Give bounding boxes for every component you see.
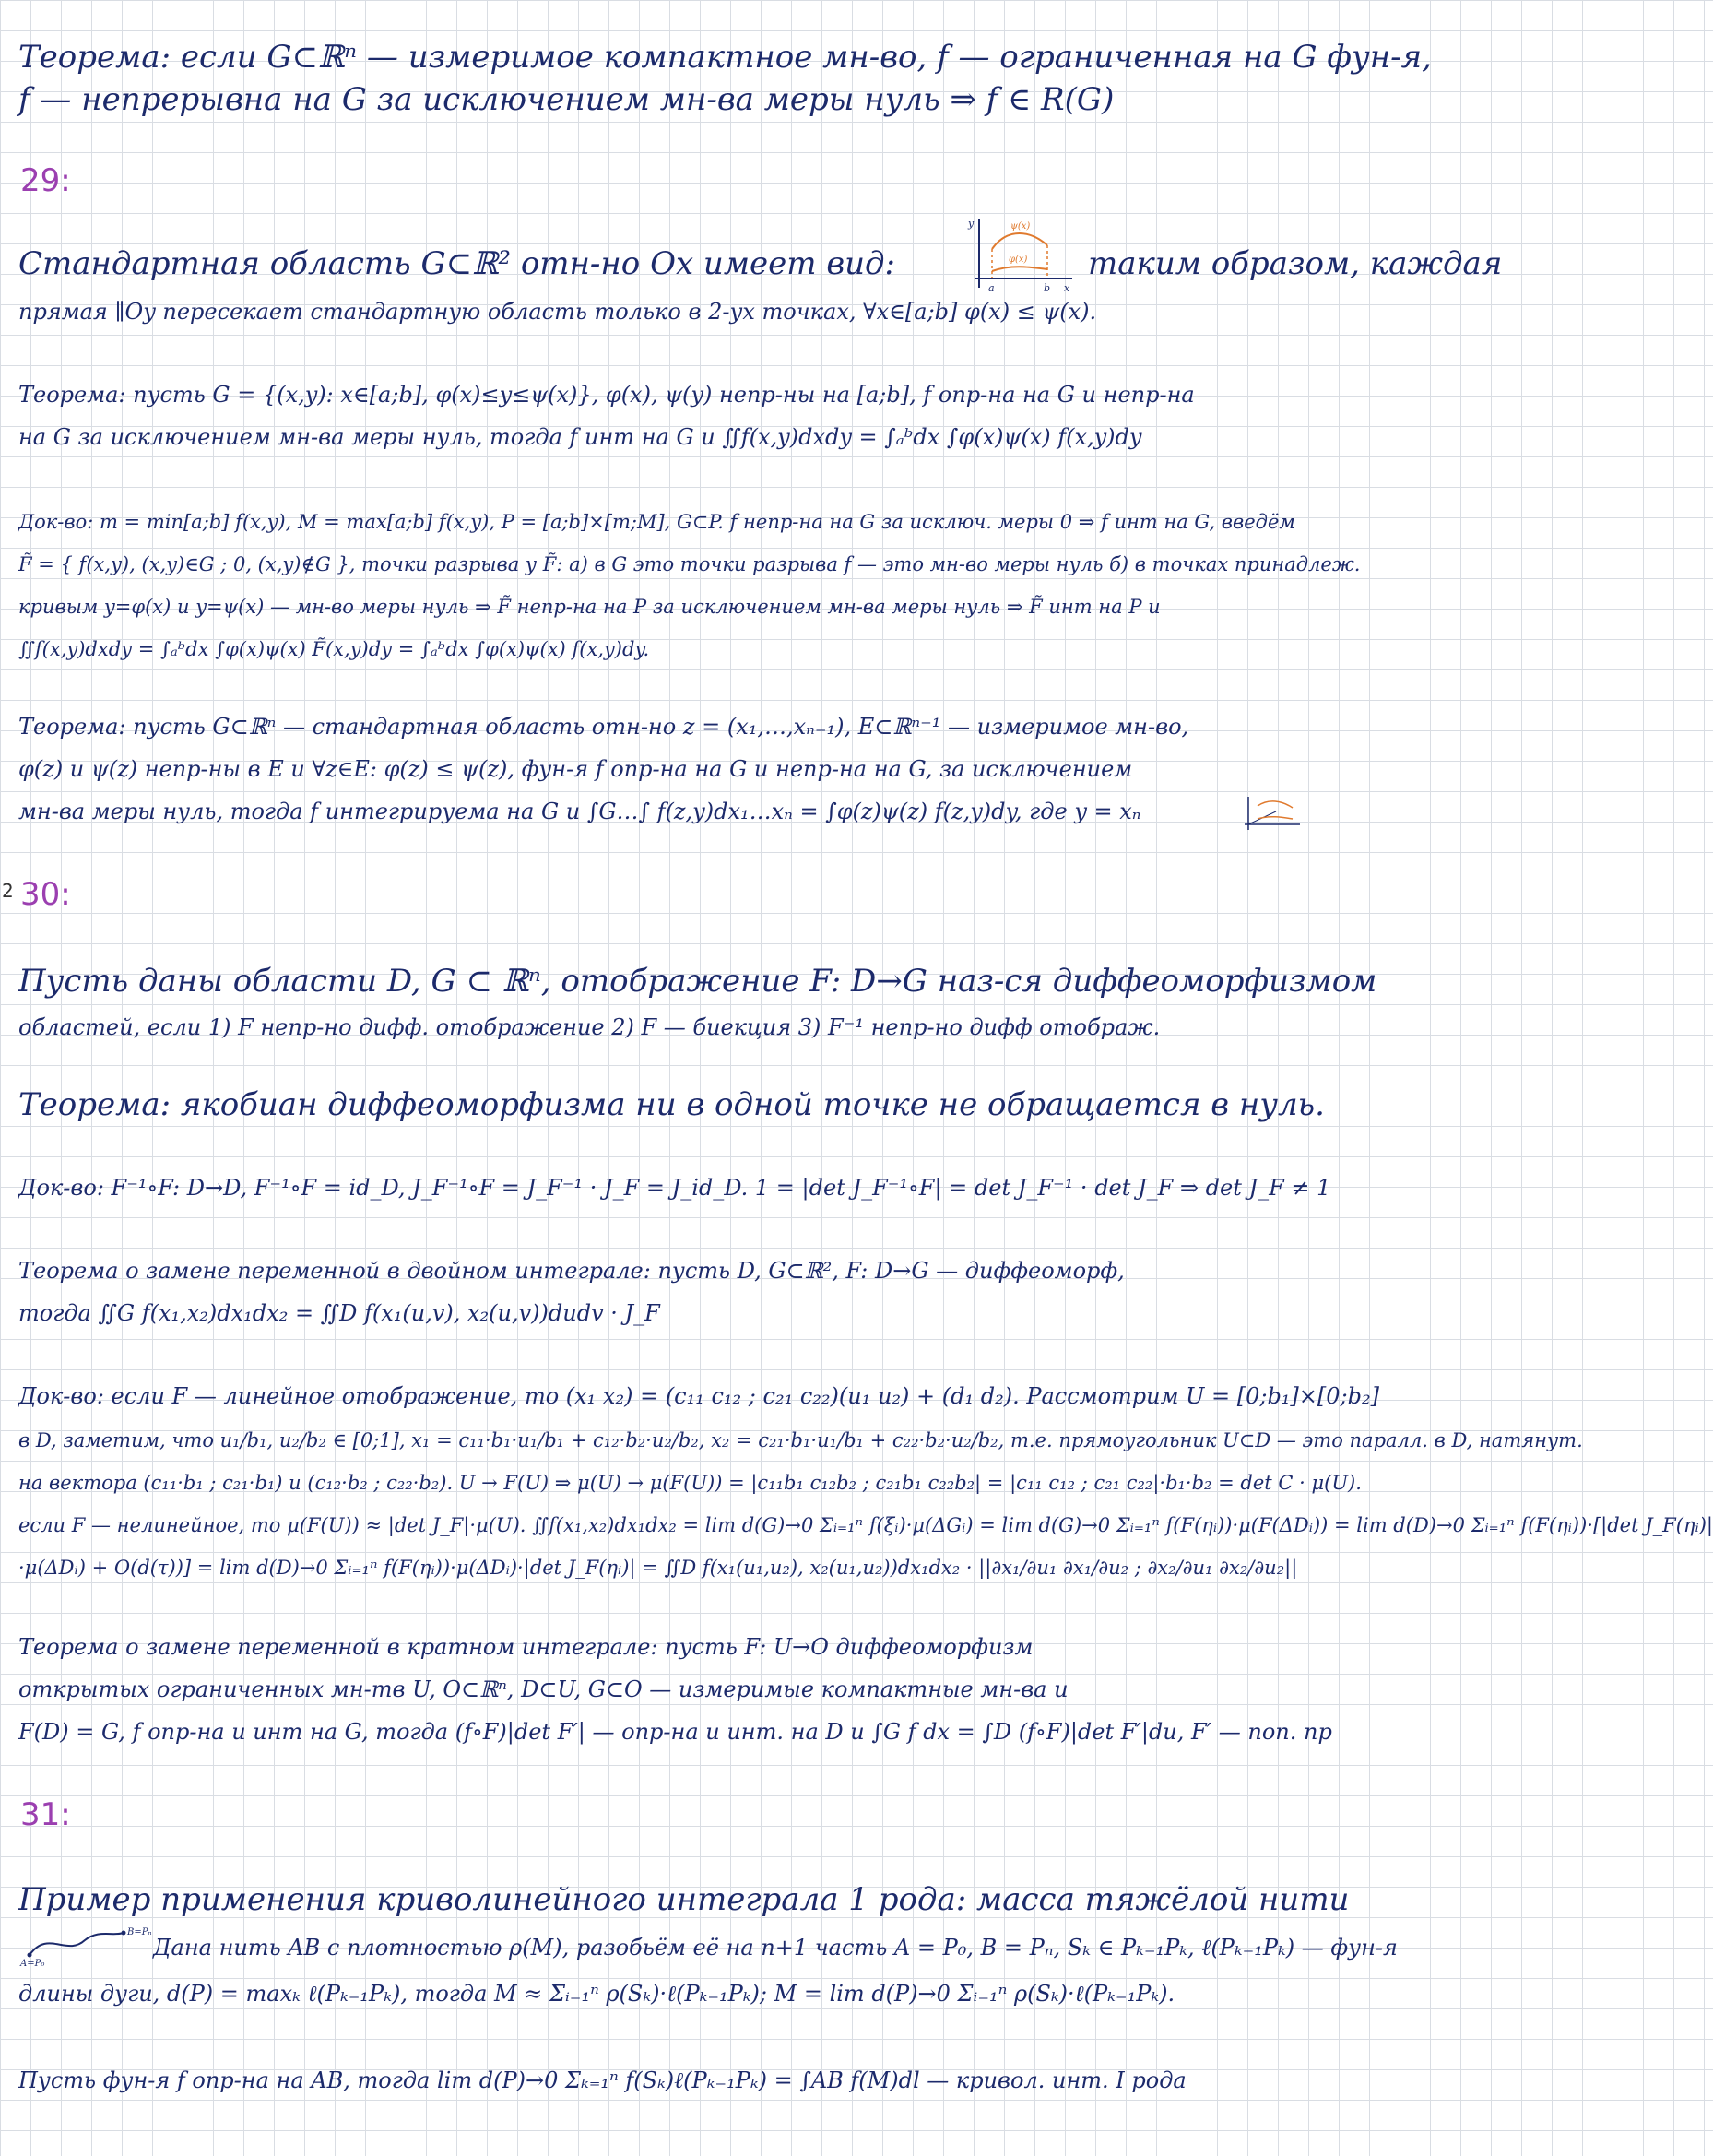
sketch-A-label: A=P₀ (20, 1959, 45, 1969)
text-line: Теорема: пусть G⊂ℝⁿ — стандартная область отн-но z = (x₁,…,xₙ₋₁), E⊂ℝⁿ⁻¹ — измеримое мн-во, (18, 714, 1189, 740)
text-line: областей, если 1) F непр-но дифф. отображение 2) F — биекция 3) F⁻¹ непр-но дифф отображ. (18, 1014, 1161, 1040)
text-line: Теорема о замене переменной в двойном интеграле: пусть D, G⊂ℝ², F: D→G — диффеоморф, (18, 1258, 1125, 1284)
sketch-x-label: x (1064, 282, 1070, 294)
text-line: если F — нелинейное, то μ(F(U)) ≈ |det J_F|·μ(U). ∬f(x₁,x₂)dx₁dx₂ = lim d(G)→0 Σᵢ₌₁ⁿ f(ξᵢ)·μ(ΔGᵢ) = lim d(G)→0 Σᵢ₌₁ⁿ f(F(ηᵢ))·μ(F(ΔDᵢ)) = lim d(D)→0 Σᵢ₌₁ⁿ f(F(ηᵢ))·[|det J_F(ηᵢ)| (18, 1514, 1713, 1536)
text-line: тогда ∬G f(x₁,x₂)dx₁dx₂ = ∬D f(x₁(u,v), x₂(u,v))dudv · J_F (18, 1300, 660, 1326)
text-line: Док-во: m = min[a;b] f(x,y), M = max[a;b] f(x,y), P = [a;b]×[m;M], G⊂P. f непр-на на G за исключ. меры 0 ⇒ f инт на G, введём (18, 511, 1295, 533)
text-line: φ(z) и ψ(z) непр-ны в E и ∀z∈E: φ(z) ≤ ψ(z), фун-я f опр-на на G и непр-на на G, за исключением (18, 756, 1133, 782)
text-line: F(D) = G, f опр-на и инт на G, тогда (f∘F)|det F′| — опр-на и инт. на D и ∫G f dx = ∫D (f∘F)|det F′|du, F′ — non. np (18, 1719, 1332, 1745)
text-line: таким образом, каждая (1088, 245, 1503, 282)
text-line: Теорема: если G⊂ℝⁿ — измеримое компактное мн-во, f — ограниченная на G фун-я, (18, 39, 1432, 76)
text-line: ·μ(ΔDᵢ) + O(d(τ))] = lim d(D)→0 Σᵢ₌₁ⁿ f(F(ηᵢ))·μ(ΔDᵢ)·|det J_F(ηᵢ)| = ∬D f(x₁(u₁,u₂), x₂(u₁,u₂))dx₁dx₂ · ||∂x₁/∂u₁ ∂x₁/∂u₂ ; ∂x₂/∂u₁ ∂x₂/∂u₂|| (18, 1557, 1298, 1579)
sketch-b-label: b (1044, 282, 1051, 294)
sketch-y-label: y (968, 218, 975, 230)
text-line: в D, заметим, что u₁/b₁, u₂/b₂ ∈ [0;1], x₁ = c₁₁·b₁·u₁/b₁ + c₁₂·b₂·u₂/b₂, x₂ = c₂₁·b₁·u₁/b₁ + c₂₂·b₂·u₂/b₂, т.е. прямоугольник U⊂D — это паралл. в D, натянут. (18, 1429, 1583, 1451)
n-dim-region-sketch (1239, 793, 1304, 834)
text-line: открытых ограниченных мн-тв U, O⊂ℝⁿ, D⊂U, G⊂O — измеримые компактные мн-ва и (18, 1676, 1069, 1702)
text-line: на G за исключением мн-ва меры нуль, тогда f инт на G и ∬f(x,y)dxdy = ∫ₐᵇdx ∫φ(x)ψ(x) f(x,y)dy (18, 424, 1142, 450)
text-line: Дана нить AB с плотностью ρ(M), разобьём её на n+1 часть A = P₀, B = Pₙ, Sₖ ∈ Pₖ₋₁Pₖ, ℓ(Pₖ₋₁Pₖ) — фун-я (153, 1935, 1398, 1961)
text-line: мн-ва меры нуль, тогда f интегрируема на G и ∫G…∫ f(z,y)dx₁…xₙ = ∫φ(z)ψ(z) f(z,y)dy, где y = xₙ (18, 799, 1141, 824)
standard-region-sketch (966, 214, 1077, 297)
text-line: прямая ∥Oy пересекает стандартную область только в 2-ух точках, ∀x∈[a;b] φ(x) ≤ ψ(x). (18, 299, 1097, 325)
text-line: Док-во: если F — линейное отображение, то (x₁ x₂) = (c₁₁ c₁₂ ; c₂₁ c₂₂)(u₁ u₂) + (d₁ d₂). Рассмотрим U = [0;b₁]×[0;b₂] (18, 1383, 1379, 1409)
text-line: f — непрерывна на G за исключением мн-ва меры нуль ⇒ f ∈ R(G) (18, 81, 1115, 118)
text-line: Стандартная область G⊂ℝ² отн-но Ox имеет вид: (18, 245, 896, 282)
text-line: F̃ = { f(x,y), (x,y)∈G ; 0, (x,y)∉G }, точки разрыва у F̃: а) в G это точки разрыва f — это мн-во меры нуль б) в точках принадлеж. (18, 553, 1361, 575)
text-line: Док-во: F⁻¹∘F: D→D, F⁻¹∘F = id_D, J_F⁻¹∘F = J_F⁻¹ · J_F = J_id_D. 1 = |det J_F⁻¹∘F| = det J_F⁻¹ · det J_F ⇒ det J_F ≠ 1 (18, 1175, 1331, 1201)
sketch-a-label: a (988, 282, 995, 294)
text-line: Теорема: якобиан диффеоморфизма ни в одной точке не обращается в нуль. (18, 1086, 1325, 1123)
text-line: Теорема: пусть G = {(x,y): x∈[a;b], φ(x)≤y≤ψ(x)}, φ(x), ψ(y) непр-ны на [a;b], f опр-на на G и непр-на (18, 382, 1195, 408)
text-line: кривым y=φ(x) и y=ψ(x) — мн-во меры нуль ⇒ F̃ непр-на на P за исключением мн-ва меры нуль ⇒ F̃ инт на P и (18, 596, 1161, 618)
section-heading-31: 31: (20, 1796, 71, 1833)
text-line: длины дуги, d(P) = maxₖ ℓ(Pₖ₋₁Pₖ), тогда M ≈ Σᵢ₌₁ⁿ ρ(Sₖ)·ℓ(Pₖ₋₁Pₖ); M = lim d(P)→0 Σᵢ₌₁ⁿ ρ(Sₖ)·ℓ(Pₖ₋₁Pₖ). (18, 1981, 1175, 2007)
sketch-B-label: B=Pₙ (127, 1927, 152, 1937)
text-line: ∬f(x,y)dxdy = ∫ₐᵇdx ∫φ(x)ψ(x) F̃(x,y)dy = ∫ₐᵇdx ∫φ(x)ψ(x) f(x,y)dy. (18, 638, 650, 660)
text-line: Пример применения криволинейного интеграла 1 рода: масса тяжёлой нити (18, 1881, 1350, 1918)
section-heading-30: 30: (20, 876, 71, 913)
text-line: Пусть даны области D, G ⊂ ℝⁿ, отображение F: D→G наз-ся диффеоморфизмом (18, 963, 1377, 1000)
text-line: Теорема о замене переменной в кратном интеграле: пусть F: U→O диффеоморфизм (18, 1634, 1034, 1660)
sketch-psi-label: ψ(x) (1010, 221, 1031, 231)
text-line: Пусть фун-я f опр-на на AB, тогда lim d(P)→0 Σₖ₌₁ⁿ f(Sₖ)ℓ(Pₖ₋₁Pₖ) = ∫AB f(M)dl — кривол. инт. I рода (18, 2067, 1187, 2093)
margin-number: 2 (2, 880, 14, 902)
thread-sketch (20, 1920, 159, 1969)
sketch-phi-label: φ(x) (1009, 255, 1028, 265)
text-line: на вектора (c₁₁·b₁ ; c₂₁·b₁) и (c₁₂·b₂ ; c₂₂·b₂). U → F(U) ⇒ μ(U) → μ(F(U)) = |c₁₁b₁ c₁₂b₂ ; c₂₁b₁ c₂₂b₂| = |c₁₁ c₁₂ ; c₂₁ c₂₂|·b₁·b₂ = det C · μ(U). (18, 1472, 1362, 1494)
section-heading-29: 29: (20, 162, 71, 199)
